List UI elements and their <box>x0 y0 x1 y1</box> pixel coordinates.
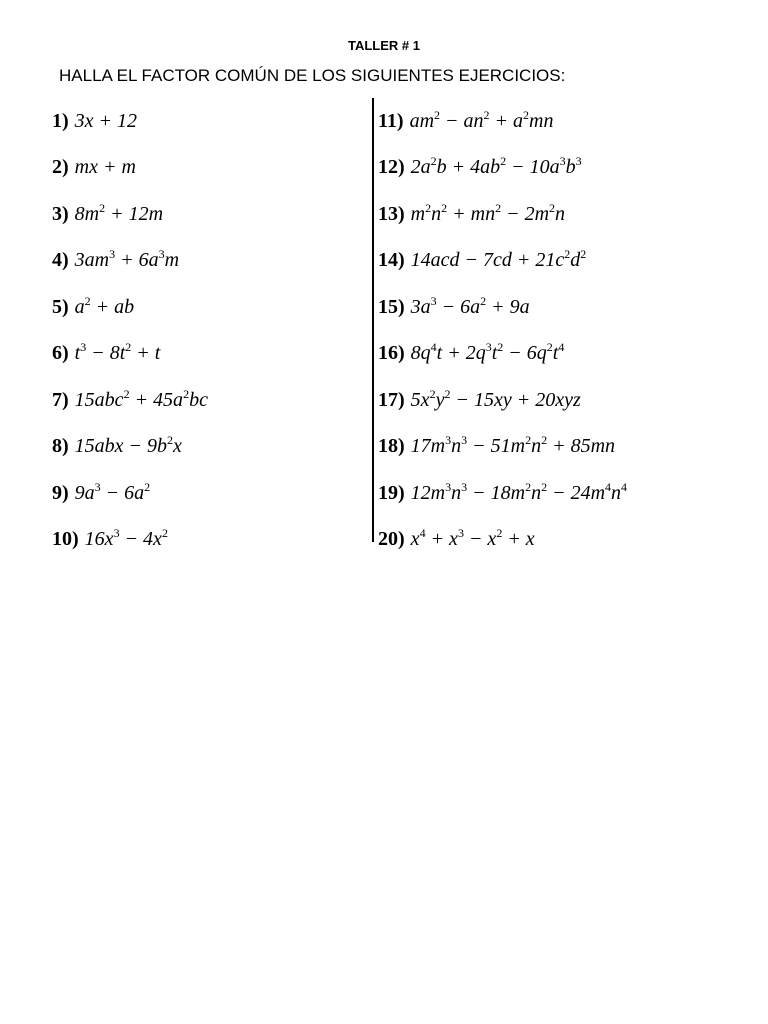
exercise-number: 15) <box>378 295 405 318</box>
exercise-number: 6) <box>52 342 69 365</box>
exercise-number: 13) <box>378 202 405 225</box>
exercise-number: 2) <box>52 156 69 179</box>
exercise-number: 17) <box>378 388 405 411</box>
exercise-expression: $8q^4t + 2q^3t^2 - 6q^2t^4$ <box>410 340 565 365</box>
exercise-expression: $t^3 - 8t^2 + t$ <box>74 340 161 365</box>
exercise-number: 10) <box>52 528 79 551</box>
exercise-expression: $8m^2 + 12m$ <box>74 200 164 225</box>
exercise-number: 16) <box>378 342 405 365</box>
worksheet-instruction: HALLA EL FACTOR COMÚN DE LOS SIGUIENTES EJERCICIOS: <box>59 66 566 85</box>
exercise-number: 11) <box>378 109 404 132</box>
exercise-item <box>378 517 758 564</box>
exercise-expression: $a^2$ + ab <box>74 293 135 318</box>
column-divider <box>372 98 374 542</box>
exercise-number: 7) <box>52 388 69 411</box>
exercise-number: 8) <box>52 435 69 458</box>
exercise-expression: $15abc^2 + 45a^2bc$ <box>74 386 208 411</box>
exercise-number: 19) <box>378 481 405 504</box>
exercise-expression: mx + m <box>74 156 136 179</box>
exercise-number: 14) <box>378 249 405 272</box>
exercise-expression: 3x + 12 <box>74 109 138 132</box>
exercise-number: 1) <box>52 109 69 132</box>
exercise-expression: $9a^3 - 6a^2$ <box>74 479 151 504</box>
exercise-number: 9) <box>52 481 69 504</box>
exercise-expression: $17m^3n^3 - 51m^2n^2 + 85mn$ <box>410 433 616 458</box>
exercise-item <box>378 424 758 471</box>
exercise-expression: $5x^2y^2 - 15xy + 20xyz$ <box>410 386 581 411</box>
exercise-item <box>378 238 758 285</box>
exercise-item <box>378 470 758 517</box>
exercise-item <box>52 98 352 145</box>
exercise-expression: $14acd - 7cd + 21c^2d^2$ <box>410 247 587 272</box>
exercise-item <box>378 191 758 238</box>
exercise-item <box>52 331 352 378</box>
exercise-item <box>378 377 758 424</box>
exercise-item <box>52 470 352 517</box>
exercise-number: 20) <box>378 528 405 551</box>
exercise-number: 12) <box>378 156 405 179</box>
exercise-expression: $m^2n^2 + mn^2 - 2m^2n$ <box>410 200 566 225</box>
exercise-item <box>378 145 758 192</box>
exercise-expression: $3am^3 + 6a^3m$ <box>74 247 180 272</box>
exercise-expression: $16x^3 - 4x^2$ <box>84 526 168 551</box>
exercise-item <box>378 98 758 145</box>
exercise-expression: $2a^2b + 4ab^2 - 10a^3b^3$ <box>410 154 582 179</box>
exercise-item <box>378 331 758 378</box>
exercise-number: 4) <box>52 249 69 272</box>
exercise-expression: $3a^3 - 6a^2 + 9a$ <box>410 293 530 318</box>
exercise-item <box>52 238 352 285</box>
exercise-number: 5) <box>52 295 69 318</box>
exercise-number: 18) <box>378 435 405 458</box>
exercise-column-left <box>52 98 352 563</box>
exercise-expression: $x^4 + x^3 - x^2 + x$ <box>410 526 535 551</box>
exercise-expression: $15abx - 9b^2x$ <box>74 433 182 458</box>
exercise-expression: $12m^3n^3 - 18m^2n^2 - 24m^4n^4$ <box>410 479 628 504</box>
exercise-item <box>52 145 352 192</box>
exercise-item <box>52 517 352 564</box>
exercise-item <box>52 191 352 238</box>
worksheet-title: TALLER # 1 <box>348 38 420 53</box>
exercise-number: 3) <box>52 202 69 225</box>
exercise-item <box>378 284 758 331</box>
exercise-item <box>52 377 352 424</box>
exercise-item <box>52 424 352 471</box>
exercise-item <box>52 284 352 331</box>
exercise-expression: $am^2 - an^2 + a^2mn$ <box>409 107 554 132</box>
exercise-column-right <box>378 98 758 563</box>
